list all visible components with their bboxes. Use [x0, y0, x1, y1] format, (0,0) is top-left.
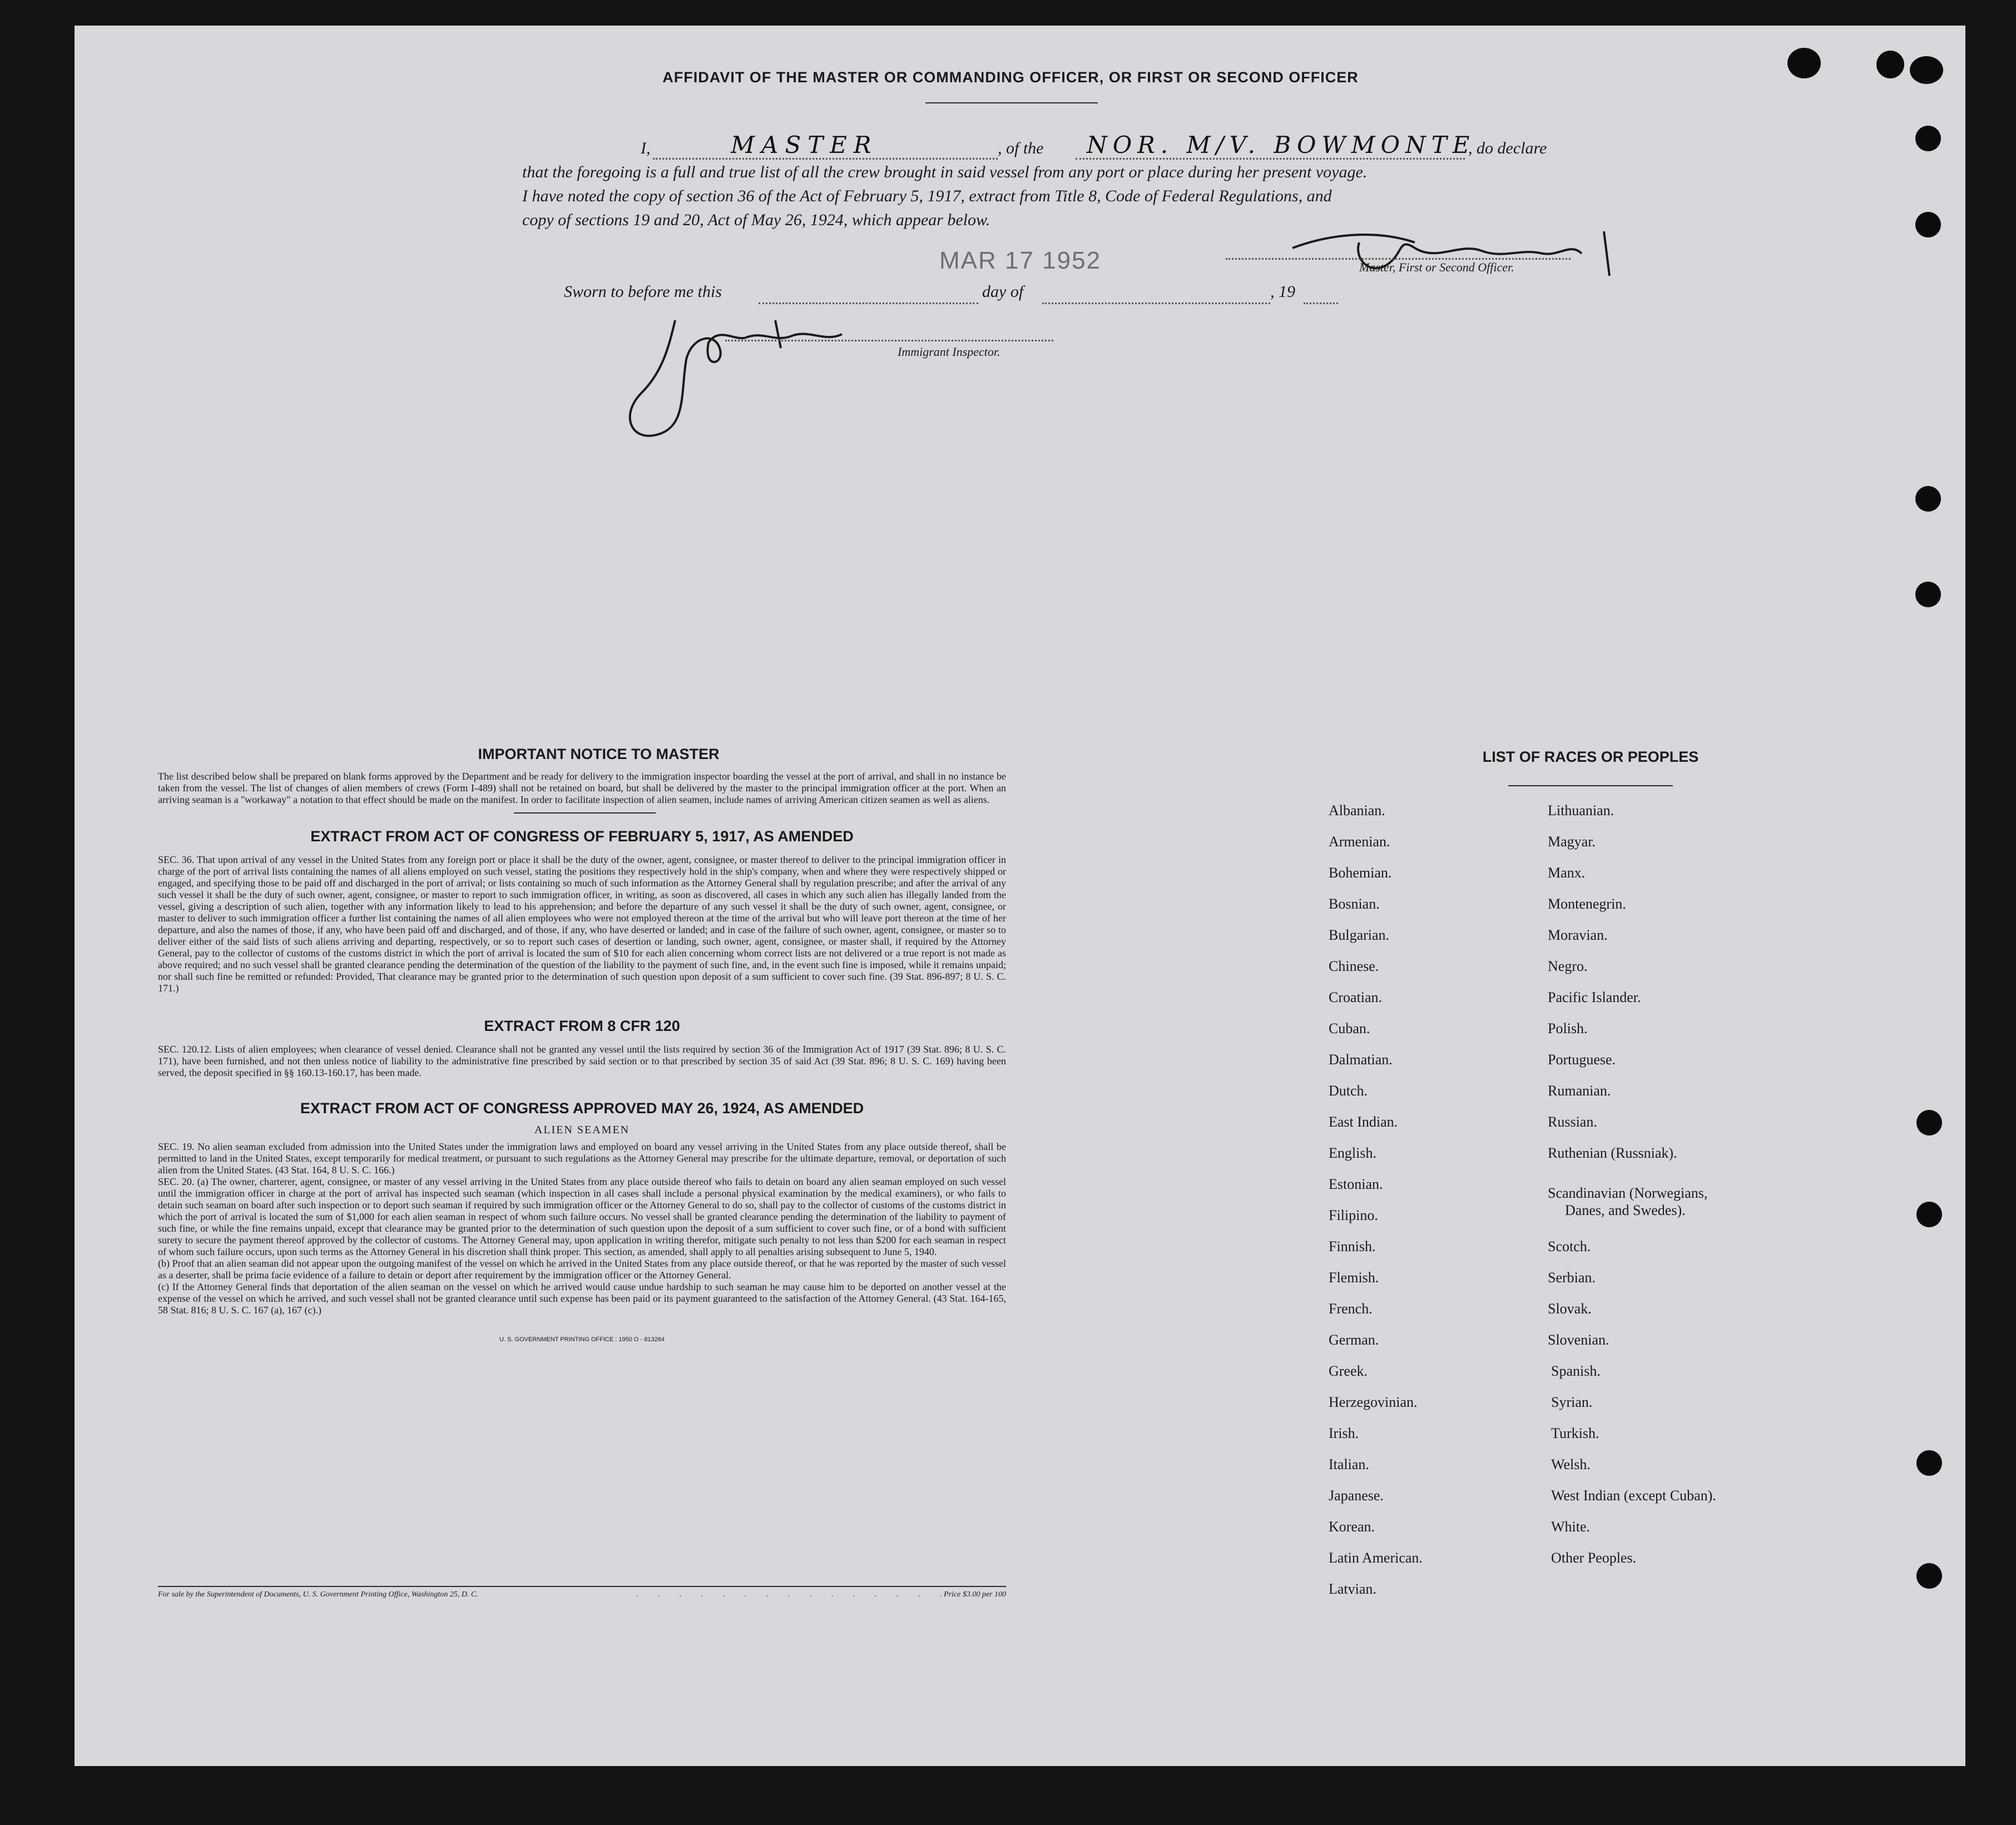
race-item: Lithuanian. — [1548, 802, 1614, 819]
body-line: copy of sections 19 and 20, Act of May 26, 1924, which appear below. — [522, 211, 990, 229]
race-item: Dutch. — [1329, 1083, 1368, 1099]
year-dotline — [1304, 302, 1338, 304]
footer — [158, 1590, 1006, 1607]
race-item: Russian. — [1548, 1114, 1597, 1130]
sec-20b-text: (b) Proof that an alien seaman did not appear upon the outgoing manifest of the vessel on which he arrived in the United States from any place outside thereof, or that he was reported by the master of such vessel as a deserter, shall be prima facie evidence of a failure to detain or deport after requirement by the immigration officer or the Attorney General. — [158, 1258, 1006, 1281]
punch-hole — [1915, 212, 1941, 237]
race-item: East Indian. — [1329, 1114, 1398, 1130]
do-declare-label: , do declare — [1468, 139, 1547, 157]
race-item: White. — [1551, 1519, 1591, 1535]
punch-hole — [1915, 486, 1941, 512]
document-page — [75, 26, 1965, 1766]
race-item: Bosnian. — [1329, 896, 1380, 912]
of-the-label: , of the — [998, 139, 1044, 157]
race-item: Danes, and Swedes). — [1565, 1202, 1686, 1218]
sworn-label: Sworn to before me this — [564, 282, 722, 301]
extract-cfr-title: EXTRACT FROM 8 CFR 120 — [484, 1018, 680, 1034]
race-item: Welsh. — [1551, 1456, 1591, 1472]
gpo-line: U. S. GOVERNMENT PRINTING OFFICE : 1950 O - 813264 — [499, 1336, 665, 1343]
races-title: LIST OF RACES OR PEOPLES — [1482, 748, 1699, 765]
day-of-label: day of — [982, 282, 1024, 301]
punch-hole — [1916, 1202, 1942, 1227]
race-item: Ruthenian (Russniak). — [1548, 1145, 1677, 1161]
notice-title: IMPORTANT NOTICE TO MASTER — [478, 746, 720, 762]
master-sig-label: Master, First or Second Officer. — [1359, 260, 1514, 274]
master-handwritten: MASTER — [731, 131, 878, 158]
race-item: Korean. — [1329, 1519, 1375, 1535]
race-item: Albanian. — [1329, 802, 1385, 819]
race-item: Slovak. — [1548, 1301, 1592, 1317]
race-item: Spanish. — [1551, 1363, 1601, 1379]
race-item: Armenian. — [1329, 834, 1390, 850]
race-item: Manx. — [1548, 865, 1586, 881]
notice-text: The list described below shall be prepared on blank forms approved by the Department and be ready for delivery to the immigration inspector boarding the vessel at the port of arrival, and shall in no instance be taken from the vessel. The list of changes of alien members of crews (Form I-489) shall not be retained on board, but shall be delivered by the master to the principal immigration officer at the port. When an arriving seaman is a "workaway" a notation to that effect should be made on the manifest. In order to facilitate inspection of alien seamen, include names of arriving American citizen seamen as well as aliens. — [158, 771, 1006, 805]
punch-hole — [1916, 1110, 1942, 1135]
race-item: Scandinavian (Norwegians, — [1548, 1185, 1708, 1201]
race-item: French. — [1329, 1301, 1373, 1317]
race-item: Portuguese. — [1548, 1052, 1616, 1068]
punch-hole — [1916, 1450, 1942, 1476]
footer-dots: . . . . . . . . . . . . . . . — [636, 1590, 951, 1599]
race-item: Filipino. — [1329, 1207, 1378, 1223]
sworn-day-dotline — [759, 302, 978, 304]
sec-19-text: SEC. 19. No alien seaman excluded from admission into the United States under the immigration laws and employed on board any vessel arriving in the United States from any place outside thereof, shall be permitted to land in the United States, except temporarily for medical treatment, or pursuant to such regulations as the Attorney General may prescribe for the ultimate departure, removal, or deportation of such alien from the United States. (43 Stat. 164, 8 U. S. C. 166.) — [158, 1141, 1006, 1176]
footer-rule — [158, 1586, 1006, 1587]
race-item: Moravian. — [1548, 927, 1608, 943]
extract-1924-title: EXTRACT FROM ACT OF CONGRESS APPROVED MAY 26, 1924, AS AMENDED — [300, 1100, 864, 1117]
race-item: Italian. — [1329, 1456, 1369, 1472]
race-item: Latvian. — [1329, 1581, 1376, 1597]
sec-20c-text: (c) If the Attorney General finds that deportation of the alien seaman on the vessel on which he arrived would cause undue hardship to such seaman he may cause him to be deported on another vessel at the expense of the vessel on which he arrived, and such vessel shall not be granted clearance until such expense has been paid or its payment guaranteed to the satisfaction of the Attorney General. (43 Stat. 164-165, 58 Stat. 816; 8 U. S. C. 167 (a), 167 (c).) — [158, 1281, 1006, 1316]
declaration-line — [564, 131, 1654, 165]
race-item: Japanese. — [1329, 1487, 1384, 1504]
affidavit-title: AFFIDAVIT OF THE MASTER OR COMMANDING OFFICER, OR FIRST OR SECOND OFFICER — [662, 69, 1359, 86]
race-item: Finnish. — [1329, 1238, 1376, 1254]
race-item: Irish. — [1329, 1425, 1359, 1441]
race-item: Chinese. — [1329, 958, 1379, 974]
race-item: English. — [1329, 1145, 1376, 1161]
section-rule — [514, 812, 656, 814]
sworn-line — [564, 282, 1454, 310]
race-item: Turkish. — [1551, 1425, 1599, 1441]
race-item: Croatian. — [1329, 989, 1383, 1005]
race-item: Negro. — [1548, 958, 1588, 974]
race-item: Serbian. — [1548, 1269, 1596, 1286]
inspector-signature — [608, 309, 920, 448]
inspector-dotline — [725, 340, 1053, 341]
body-line: I have noted the copy of section 36 of the Act of February 5, 1917, extract from Title 8, Code of Federal Regulations, and — [522, 187, 1332, 205]
vessel-handwritten: NOR. M/V. BOWMONTE — [1087, 131, 1475, 158]
race-item: German. — [1329, 1332, 1379, 1348]
extract-1924-subtitle: ALIEN SEAMEN — [534, 1124, 630, 1136]
race-item: Herzegovinian. — [1329, 1394, 1418, 1410]
extract-1917-title: EXTRACT FROM ACT OF CONGRESS OF FEBRUARY 5, 1917, AS AMENDED — [310, 828, 854, 845]
race-item: Magyar. — [1548, 834, 1596, 850]
footer-left: For sale by the Superintendent of Documents, U. S. Government Printing Office, Washington 25, D. C. — [158, 1590, 478, 1599]
title-rule — [925, 102, 1098, 103]
punch-hole — [1915, 582, 1941, 607]
sec-20a-text: SEC. 20. (a) The owner, charterer, agent, consignee, or master of any vessel arriving in the United States from any place outside thereof who fails to detain on board any alien seaman employed on such vessel until the immigration officer in charge at the port of arrival has inspected such seaman (which inspection in all cases shall include a personal physical examination by the medical examiners), or who fails to detain such seaman on board after such inspection or to deport such seaman if required by such immigration officer or the Attorney General to do so, shall pay to the collector of customs of the customs district in which the port of arrival is located the sum of $1,000 for each alien seaman in respect of whom such failure occurs. No vessel shall be granted clearance pending the determination of the liability to payment of such fine, or while the fine remains unpaid, except that clearance may be granted prior to the determination of such question upon the deposit of a sum sufficient to cover such fine, or of a bond with sufficient surety to secure the payment thereof approved by the collector of customs. The Attorney General may, upon application in writing therefor, mitigate such penalty to not less than $200 for each seaman in respect of whom such failure occurs, upon such terms as the Attorney General in his discretion shall think proper. This section, as amended, shall apply to all penalties arising subsequent to June 5, 1940. — [158, 1176, 1006, 1257]
extract-cfr-text: SEC. 120.12. Lists of alien employees; when clearance of vessel denied. Clearance shall not be granted any vessel until the lists required by section 36 of the Immigration Act of 1917 (39 Stat. 896; 8 U. S. C. 171), have been furnished, and not then unless notice of liability to the administrative fine prescribed by said section or to that prescribed by section 35 of said Act (39 Stat. 896; 8 U. S. C. 169) having been served, the deposit specified in §§ 160.13-160.17, has been made. — [158, 1044, 1006, 1078]
extract-1917-text: SEC. 36. That upon arrival of any vessel in the United States from any foreign port or place it shall be the duty of the owner, agent, consignee, or master thereof to deliver to the principal immigration officer in charge of the port of arrival lists containing the names of all aliens employed on such vessel, stating the positions they respectively hold in the ship's company, when and where they were respectively shipped or engaged, and specifying those to be paid off and discharged in the port of arrival; or lists containing so much of such information as the Attorney General shall by regulation prescribe; and after the arrival of any such vessel it shall be the duty of such owner, agent, consignee, or master to report to such immigration officer, in writing, as soon as discovered, all cases in which any such alien has illegally landed from the vessel, giving a description of such alien, together with any information likely to lead to his apprehension; and before the departure of any such vessel it shall be the duty of such owner, agent, consignee, or master to deliver to such immigration officer a further list containing the names of all alien employees who were not employed thereon at the time of the arrival but who will leave port thereon at the time of her departure, and also the names of those, if any, who have been paid off and discharged, and of those, if any, who have deserted or landed; and in case of the failure of such owner, agent, consignee, or master so to deliver either of the said lists of such aliens arriving and departing, respectively, or so to report such cases of desertion or landing, such owner, agent, consignee, or master shall, if required by the Attorney General, pay to the collector of customs of the customs district in which the port of arrival is located the sum of $10 for each alien concerning whom correct lists are not delivered or a true report is not made as above required; and no such vessel shall be granted clearance pending the determination of the question of the liability to the payment of such fine, and, in the event such fine is imposed, while it remains unpaid; nor shall such fine be remitted or refunded: Provided, That clearance may be granted prior to the determination of such question upon deposit of a sum sufficient to cover such fine. (39 Stat. 896-897; 8 U. S. C. 171.) — [158, 854, 1006, 994]
race-item: Syrian. — [1551, 1394, 1593, 1410]
race-item: Bohemian. — [1329, 865, 1392, 881]
race-item: West Indian (except Cuban). — [1551, 1487, 1716, 1504]
race-item: Bulgarian. — [1329, 927, 1390, 943]
notices-column — [158, 746, 1006, 1343]
races-rule — [1508, 785, 1673, 786]
master-signature — [1270, 209, 1660, 292]
vessel-dotline — [1076, 158, 1465, 160]
race-item: Slovenian. — [1548, 1332, 1609, 1348]
race-item: Rumanian. — [1548, 1083, 1611, 1099]
race-item: Latin American. — [1329, 1550, 1423, 1566]
race-item: Estonian. — [1329, 1176, 1383, 1192]
inspector-label: Immigrant Inspector. — [898, 345, 1000, 359]
race-item: Polish. — [1548, 1020, 1588, 1037]
race-item: Flemish. — [1329, 1269, 1379, 1286]
sworn-month-dotline — [1042, 302, 1270, 304]
master-sig-dotline — [1226, 258, 1571, 260]
race-item: Scotch. — [1548, 1238, 1591, 1254]
race-item: Other Peoples. — [1551, 1550, 1637, 1566]
race-item: Pacific Islander. — [1548, 989, 1641, 1005]
race-item: Montenegrin. — [1548, 896, 1626, 912]
i-label: I, — [641, 139, 651, 157]
name-dotline — [653, 158, 998, 160]
footer-right: Price $3.00 per 100 — [944, 1590, 1006, 1599]
punch-hole — [1915, 126, 1941, 151]
race-item: Dalmatian. — [1329, 1052, 1393, 1068]
punch-hole — [1916, 1563, 1942, 1589]
date-stamp: MAR 17 1952 — [939, 247, 1102, 274]
body-line: that the foregoing is a full and true list of all the crew brought in said vessel from any port or place during her present voyage. — [522, 163, 1368, 181]
race-item: Cuban. — [1329, 1020, 1370, 1037]
race-item: Greek. — [1329, 1363, 1368, 1379]
year-prefix: , 19 — [1270, 282, 1295, 301]
